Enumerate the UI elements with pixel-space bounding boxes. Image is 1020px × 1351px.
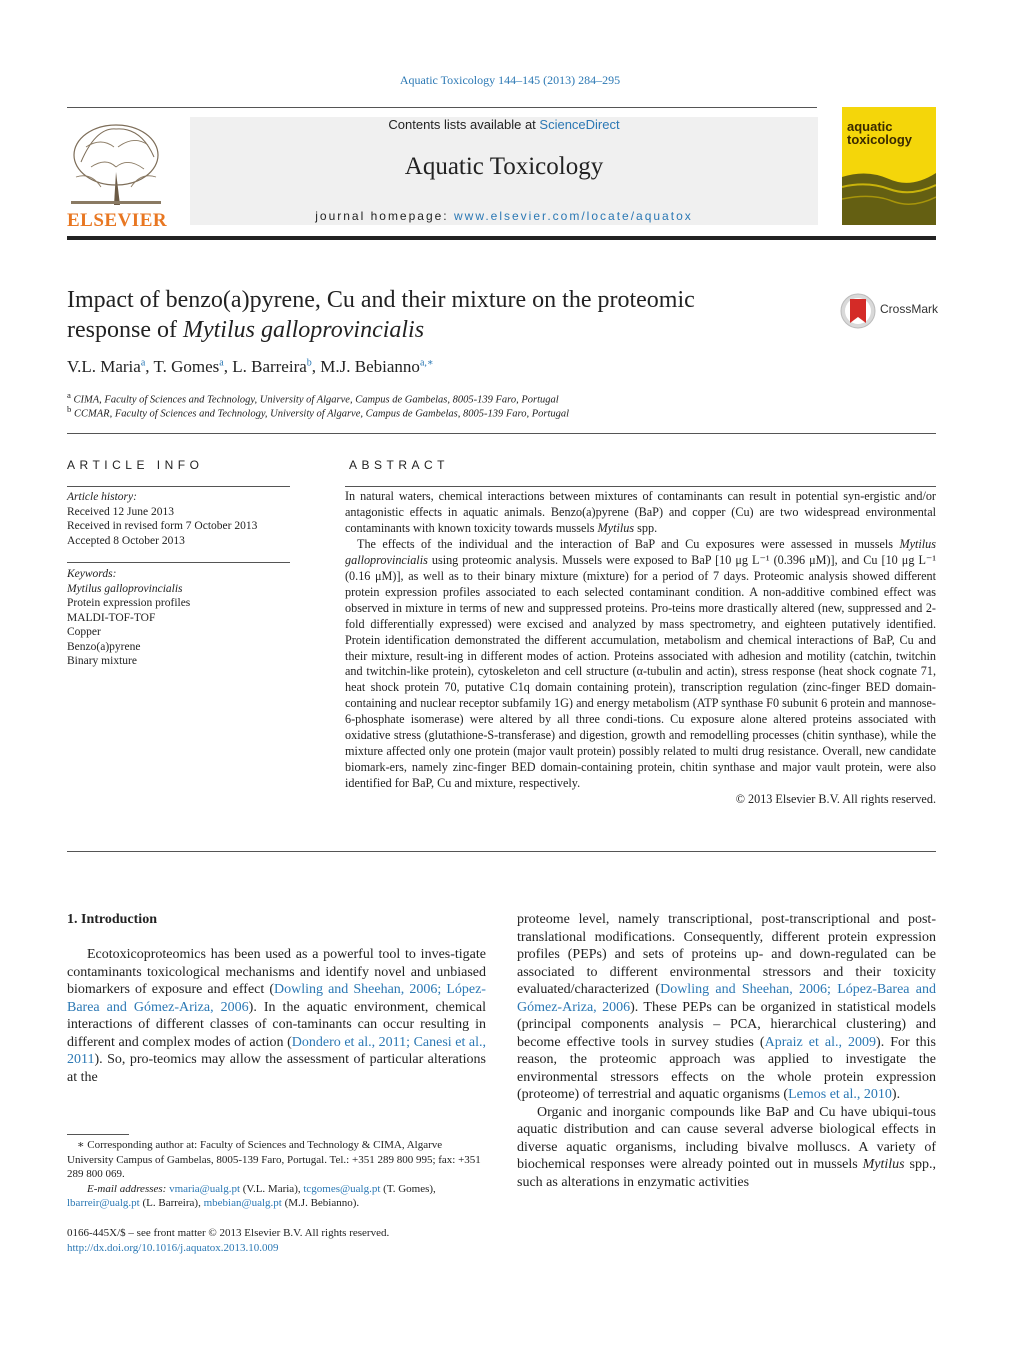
crossmark-label: CrossMark xyxy=(880,302,939,316)
body-text: spp., such as alterations in enzymatic activities xyxy=(517,1157,936,1190)
abstract-italic: Mytilus galloprovincialis xyxy=(345,536,936,567)
body-text: ). xyxy=(891,1087,901,1102)
history-label: Article history: xyxy=(67,491,137,503)
journal-cover-thumbnail[interactable] xyxy=(842,107,936,225)
keyword: Benzo(a)pyrene xyxy=(67,640,141,653)
footnote-divider xyxy=(67,1134,129,1135)
abstract-text: using proteomic analysis. Mussels were exposed to BaP [10 μg L⁻¹ (0.396 μM)], and Cu [10 μg L⁻¹ (0.16 μM)], as well as to their binary mixture (mixture) for a period of 7 days. Proteomic analysis showed different protein expression profiles associated to each selected contaminant condition. A non-additive combined effect was observed in mixture in terms of new and suppressed proteins. Pro-teins more drastically altered (new, suppressed and 2-fold differentially expressed) were excised and analyzed by mass spectrometry, and eighteen putatively identified. Protein identification demonstrated the different accumulation, metabolism and chemical interactions of BaP, Cu and their mixture, result-ing in different modes of action. Proteins associated with adhesion and motility (catchin, twitchin and twitchin-like protein), cytoskeleton and cell structure (α-tubulin and actin), stress response (heat shock cognate 71, heat shock protein 70, putative C1q domain containing protein), transcription regulation (zinc-finger BED domain-containing and nuclear receptor subfamily 1G) and energy metabolism (ATP synthase F0 subunit 6 protein and mannose-6-phosphate isomerase) were altered by all three condi-tions. Cu exposure alone altered proteins associated with oxidative stress (glutathione-S-transferase) and digestion, growth and remodelling processes (chitin synthase), while the mixture affected only one protein (major vault protein) possibly related to multi drug resistance. Overall, new candidate biomark-ers, namely zinc-finger BED domain-containing protein, chitin synthase and major vault protein, were also identified for BaP, Cu and mixture, respectively. xyxy=(345,552,936,791)
sciencedirect-link[interactable]: ScienceDirect xyxy=(539,117,620,132)
citation-ref[interactable]: Dowling and Sheehan, 2006; López-Barea and Gómez-Ariza, 2006 xyxy=(517,982,936,1015)
author-affiliation-mark[interactable]: b xyxy=(306,357,312,369)
doi-link[interactable]: http://dx.doi.org/10.1016/j.aquatox.2013.10.009 xyxy=(67,1241,279,1254)
body-paragraph xyxy=(517,1104,936,1192)
title-line-1: Impact of benzo(a)pyrene, Cu and their mixture on the proteomic xyxy=(67,287,695,313)
contents-prefix: Contents lists available at xyxy=(388,117,540,132)
body-text: ). For this reason, the proteomic approach was applied to investigate the environmental stressors effects on the whole protein expression (proteome) of terrestrial and aquatic organisms ( xyxy=(517,1034,936,1102)
keywords-divider xyxy=(67,562,290,563)
contents-availability xyxy=(190,117,818,132)
body-paragraph xyxy=(517,911,936,1104)
affiliation-divider xyxy=(67,433,936,434)
abstract-paragraph xyxy=(345,489,936,537)
cover-title-line1: aquatic xyxy=(847,119,893,134)
email-owner: (M.J. Bebianno). xyxy=(281,1197,360,1209)
abstract-bottom-divider xyxy=(67,851,936,852)
author-name[interactable]: M.J. Bebianno xyxy=(320,357,420,376)
abstract-text: spp. xyxy=(634,520,658,535)
keywords-label: Keywords: xyxy=(67,568,117,580)
author-affiliation-mark[interactable]: a xyxy=(140,357,146,369)
corresponding-author-note xyxy=(67,1138,487,1211)
affiliation-mark: b xyxy=(67,404,72,414)
body-text: ). So, pro-teomics may allow the assessment of particular alterations at the xyxy=(67,1052,486,1085)
section-heading: 1. Introduction xyxy=(67,912,157,927)
affiliation-text: CCMAR, Faculty of Sciences and Technology, University of Algarve, Campus de Gambelas, 8005-139 Faro, Portugal xyxy=(74,408,570,420)
journal-title: Aquatic Toxicology xyxy=(404,153,604,180)
citation-ref[interactable]: Lemos et al., 2010 xyxy=(788,1087,892,1102)
citation-ref[interactable]: Dondero et al., 2011; Canesi et al., 2011 xyxy=(67,1034,486,1067)
email-owner: (V.L. Maria), xyxy=(240,1182,304,1195)
keywords-block xyxy=(67,567,190,669)
publisher-name: ELSEVIER xyxy=(67,210,168,231)
body-paragraph xyxy=(67,946,486,1086)
citation-ref[interactable]: Dowling and Sheehan, 2006; López-Barea and Gómez-Ariza, 2006 xyxy=(67,982,486,1015)
abstract-divider xyxy=(345,486,936,487)
email-link[interactable]: lbarreir@ualg.pt xyxy=(67,1197,140,1209)
author-name[interactable]: L. Barreira xyxy=(232,357,307,376)
affiliation-mark: a xyxy=(67,390,71,400)
body-text: ). These PEPs can be organized in statistical models (principal components analysis – PCA, hierarchical clustering) and become effective tools in survey studies ( xyxy=(517,999,937,1050)
abstract-italic: Mytilus xyxy=(597,520,635,535)
email-owner: (T. Gomes), xyxy=(380,1182,436,1195)
email-list xyxy=(67,1182,487,1211)
citation-link[interactable]: Aquatic Toxicology 144–145 (2013) 284–295 xyxy=(399,73,621,87)
abstract-text: In natural waters, chemical interactions between mixtures of contaminants can result in potential syn-ergistic and/or antagonistic effects in aquatic animals. Benzo(a)pyrene (BaP) and copper (Cu) are two widespread environmental contaminants with known toxicity towards mussels xyxy=(345,489,936,535)
abstract-paragraph xyxy=(345,537,936,792)
homepage-prefix: journal homepage: xyxy=(315,209,454,223)
title-line-2: response of xyxy=(67,317,183,343)
crossmark-icon xyxy=(840,293,876,329)
received-date: Received 12 June 2013 xyxy=(67,505,174,518)
email-label: E-mail addresses: xyxy=(87,1182,167,1195)
body-italic: Mytilus xyxy=(862,1157,905,1172)
homepage-link[interactable]: www.elsevier.com/locate/aquatox xyxy=(453,209,693,223)
keyword: Protein expression profiles xyxy=(67,597,191,609)
left-column xyxy=(67,946,486,1086)
email-link[interactable]: mbebian@ualg.pt xyxy=(203,1197,282,1209)
article-info-divider xyxy=(67,486,290,487)
author-affiliation-mark[interactable]: a,∗ xyxy=(419,357,434,369)
right-column xyxy=(517,911,936,1191)
author-name[interactable]: T. Gomes xyxy=(153,357,220,376)
body-text: proteome level, namely transcriptional, post-transcriptional and post-translational modifications. Consequently, different protein expression profiles (PEPs) and sets of proteins up- and down-regulated can be associated to different environmental stressors and their toxicity evaluated/characterized ( xyxy=(517,912,936,997)
keyword: Mytilus galloprovincialis xyxy=(67,582,183,595)
article-title xyxy=(67,285,827,345)
copyright-notice: © 2013 Elsevier B.V. All rights reserved. xyxy=(735,792,936,807)
abstract-text: The effects of the individual and the interaction of BaP and Cu exposures were assessed in mussels xyxy=(357,536,900,551)
citation-ref[interactable]: Apraiz et al., 2009 xyxy=(764,1034,877,1050)
email-link[interactable]: tcgomes@ualg.pt xyxy=(303,1182,381,1195)
affiliation xyxy=(67,404,569,420)
journal-homepage xyxy=(190,209,818,223)
corresponding-text: ∗ Corresponding author at: Faculty of Sciences and Technology & CIMA, Algarve University Campus of Gambelas, 8005-139 Faro, Portugal. Tel.: +351 289 800 995; fax: +351 289 800 069. xyxy=(67,1139,481,1180)
issn-note xyxy=(67,1226,487,1255)
body-text: ). In the aquatic environment, chemical interactions of different classes of con-taminants can occur resulting in different and complex modes of action ( xyxy=(67,999,486,1050)
article-info-heading: ARTICLE INFO xyxy=(67,458,204,472)
abstract-heading: ABSTRACT xyxy=(349,458,450,472)
header-thick-divider xyxy=(67,236,936,240)
abstract-body xyxy=(345,489,936,808)
journal-citation[interactable] xyxy=(0,73,1020,88)
author-name[interactable]: V.L. Maria xyxy=(67,357,141,376)
keyword: MALDI-TOF-TOF xyxy=(67,611,156,624)
issn-text: 0166-445X/$ – see front matter © 2013 Elsevier B.V. All rights reserved. xyxy=(67,1227,390,1239)
email-link[interactable]: vmaria@ualg.pt xyxy=(169,1182,241,1195)
revised-date: Received in revised form 7 October 2013 xyxy=(67,520,258,532)
email-owner: (L. Barreira), xyxy=(139,1197,204,1209)
author-list: V.L. Maria$^a$, T. Gomes$^a$, L. Barreira$^b$, M.J. Bebianno$^{a,∗}$ xyxy=(67,357,434,376)
affiliation-text: CIMA, Faculty of Sciences and Technology, University of Algarve, Campus de Gambelas, 8005-139 Faro, Portugal xyxy=(73,394,559,406)
keyword: Copper xyxy=(67,626,101,638)
keyword: Binary mixture xyxy=(67,655,137,667)
body-text: Ecotoxicoproteomics has been used as a powerful tool to inves-tigate contaminants toxicological mechanisms and identify novel and unbiased biomarkers of exposure and effect ( xyxy=(67,947,486,997)
article-history xyxy=(67,490,257,548)
top-divider xyxy=(67,107,817,108)
cover-title-line2: toxicology xyxy=(847,132,913,147)
author-affiliation-mark[interactable]: a xyxy=(219,357,224,369)
cover-title xyxy=(847,120,912,146)
body-text: Organic and inorganic compounds like BaP and Cu have ubiqui-tous aquatic distribution and can cause several adverse biological effects in diverse aquatic organisms, including bivalve molluscs. A variety of biochemical responses were already pointed out in mussels xyxy=(517,1104,936,1172)
accepted-date: Accepted 8 October 2013 xyxy=(67,534,185,547)
title-species: Mytilus galloprovincialis xyxy=(182,317,425,343)
crossmark-badge[interactable] xyxy=(840,291,940,331)
